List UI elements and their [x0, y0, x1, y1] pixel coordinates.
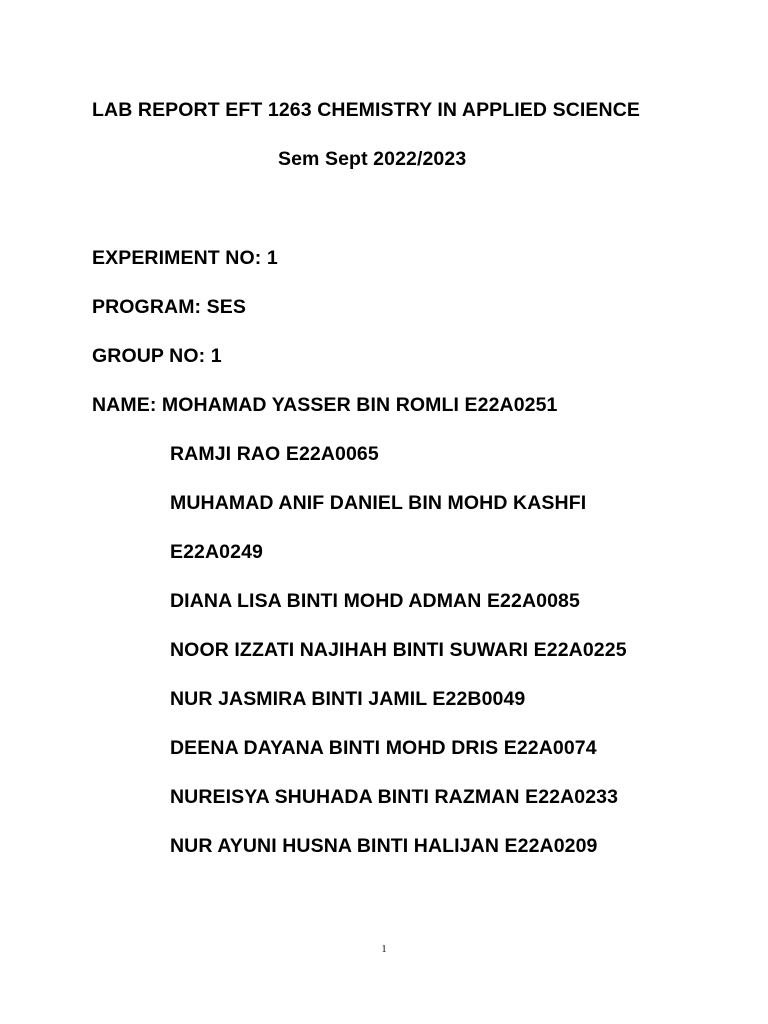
- report-title: LAB REPORT EFT 1263 CHEMISTRY IN APPLIED SCIENCE: [92, 99, 641, 121]
- member-name: DIANA LISA BINTI MOHD ADMAN E22A0085: [170, 590, 580, 612]
- member-name: NOOR IZZATI NAJIHAH BINTI SUWARI E22A0225: [170, 639, 627, 661]
- member-name: MUHAMAD ANIF DANIEL BIN MOHD KASHFI: [170, 492, 587, 514]
- experiment-number: EXPERIMENT NO: 1: [92, 247, 278, 269]
- member-name: DEENA DAYANA BINTI MOHD DRIS E22A0074: [170, 737, 597, 759]
- member-name: RAMJI RAO E22A0065: [170, 443, 379, 465]
- group-number: GROUP NO: 1: [92, 345, 222, 367]
- page-number: 1: [381, 944, 387, 955]
- member-name: NUREISYA SHUHADA BINTI RAZMAN E22A0233: [170, 786, 619, 808]
- program-label: PROGRAM: SES: [92, 296, 246, 318]
- semester-label: Sem Sept 2022/2023: [278, 148, 467, 170]
- name-first-member: NAME: MOHAMAD YASSER BIN ROMLI E22A0251: [92, 394, 558, 416]
- member-id: E22A0249: [170, 541, 263, 563]
- member-name: NUR JASMIRA BINTI JAMIL E22B0049: [170, 688, 526, 710]
- member-name: NUR AYUNI HUSNA BINTI HALIJAN E22A0209: [170, 835, 598, 857]
